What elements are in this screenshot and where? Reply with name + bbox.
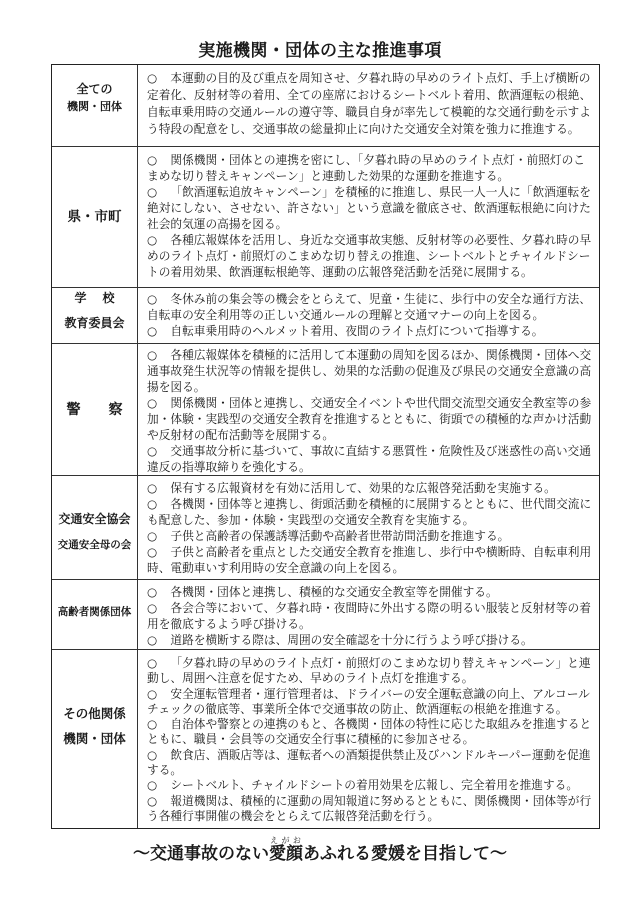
item-text: 子供と高齢者の保護誘導活動や高齢者世帯訪問活動を推進する。 xyxy=(170,529,510,543)
row-label-line: 学 校 xyxy=(74,291,117,305)
item-text: 各種広報媒体を積極的に活用して本運動の周知を図るほか、関係機関・団体へ交通事故発生状況等の情報を提供し、効果的な活動の促進及び県民の交通安全意識の高揚を図る。 xyxy=(147,348,592,394)
list-item xyxy=(147,496,596,528)
list-item xyxy=(147,632,596,648)
row-content xyxy=(138,476,599,579)
row-label xyxy=(52,65,138,146)
page-title: 実施機関・団体の主な推進事項 xyxy=(198,41,442,61)
row-label xyxy=(52,476,138,579)
bullet-mark: ○ xyxy=(147,656,158,670)
footer-slogan xyxy=(0,836,640,870)
list-item xyxy=(147,347,596,395)
bullet-mark: ○ xyxy=(147,529,158,543)
table-row xyxy=(52,343,599,475)
bullet-mark: ○ xyxy=(147,233,158,247)
list-item xyxy=(147,395,596,443)
slogan-text-start: 〜交通事故のない xyxy=(133,844,269,864)
list-item xyxy=(147,717,596,748)
list-item xyxy=(147,291,596,323)
bullet-mark: ○ xyxy=(147,324,158,338)
row-content xyxy=(138,650,599,828)
table-row xyxy=(52,65,599,146)
item-text: 道路を横断する際は、周囲の安全確認を十分に行うよう呼び掛ける。 xyxy=(170,633,533,647)
table-row xyxy=(52,475,599,579)
list-item xyxy=(147,748,596,779)
row-label-line: 教育委員会 xyxy=(64,316,125,330)
list-item xyxy=(147,687,596,718)
bullet-mark: ○ xyxy=(147,396,158,410)
bullet-mark: ○ xyxy=(147,793,158,808)
bullet-mark: ○ xyxy=(147,153,158,167)
row-label-line: 交通安全母の会 xyxy=(57,538,132,551)
list-item xyxy=(147,656,596,687)
list-item xyxy=(147,528,596,544)
bullet-mark: ○ xyxy=(147,585,158,599)
slogan-text-end: あふれる愛媛を目指して〜 xyxy=(303,844,507,864)
row-label xyxy=(52,344,138,475)
bullet-mark: ○ xyxy=(147,497,158,511)
list-item xyxy=(147,584,596,600)
row-content xyxy=(138,288,599,343)
list-item xyxy=(147,152,596,184)
bullet-mark: ○ xyxy=(147,185,158,199)
item-text: 自治体や警察との連携のもと、各機関・団体の特性に応じた取組みを推進するとともに、職員・会員等の交通安全行事に積極的に参加させる。 xyxy=(147,717,592,747)
bullet-mark: ○ xyxy=(147,481,158,495)
item-text: 各機関・団体と連携し、積極的な交通安全教室等を開催する。 xyxy=(170,585,498,599)
list-item xyxy=(147,600,596,632)
bullet-mark: ○ xyxy=(147,633,158,647)
row-label xyxy=(52,650,138,828)
bullet-mark: ○ xyxy=(147,348,158,362)
list-item xyxy=(147,323,596,339)
item-text: 各種広報媒体を活用し、身近な交通事故実態、反射材等の必要性、夕暮れ時の早めのライト点灯・前照灯のこまめな切り替えの推進、シートベルトとチャイルドシートの着用効果、飲酒運転根絶等、運動の広報啓発活動を活発に展開する。 xyxy=(147,233,592,279)
item-text: 関係機関・団体と連携し、交通安全イベントや世代間交流型交通安全教室等の参加・体験・実践型の交通安全教育を推進するとともに、街頭での積極的な声かけ活動や反射材の配布活動等を展開する。 xyxy=(147,396,592,442)
table-row xyxy=(52,579,599,649)
bullet-mark: ○ xyxy=(147,717,158,732)
item-text: シートベルト、チャイルドシートの着用効果を広報し、完全着用を推進する。 xyxy=(170,778,579,793)
row-label-line: 県・市町 xyxy=(67,209,122,225)
item-text: 自転車乗用時のヘルメット着用、夜間のライト点灯について指導する。 xyxy=(170,324,544,338)
item-text: 交通事故分析に基づいて、事故に直結する悪質性・危険性及び迷惑性の高い交通違反の指導取締りを強化する。 xyxy=(147,444,591,474)
item-text: 各機関・団体等と連携し、街頭活動を積極的に展開するとともに、世代間交流にも配意した、参加・体験・実践型の交通安全教育を実施する。 xyxy=(147,497,592,527)
table-row xyxy=(52,287,599,343)
row-content xyxy=(138,65,599,146)
row-label-line: 警 察 xyxy=(66,401,130,418)
list-item xyxy=(147,480,596,496)
row-content xyxy=(138,580,599,649)
item-text: 飲食店、酒販店等は、運転者への酒類提供禁止及びハンドルキーパー運動を促進する。 xyxy=(147,747,591,778)
item-text: 各会合等において、夕暮れ時・夜間時に外出する際の明るい服装と反射材等の着用を徹底するよう呼び掛ける。 xyxy=(147,601,591,631)
bullet-mark: ○ xyxy=(147,71,158,85)
row-label-line: 高齢者関係団体 xyxy=(57,605,132,618)
list-item xyxy=(147,544,596,576)
list-item xyxy=(147,778,596,793)
bullet-mark: ○ xyxy=(147,444,158,458)
list-item xyxy=(147,232,596,280)
row-label xyxy=(52,580,138,649)
row-label xyxy=(52,288,138,343)
row-label-line: 機関・団体 xyxy=(67,99,122,113)
ruby-base: 愛顔 xyxy=(269,844,303,864)
item-text: 冬休み前の集会等の機会をとらえて、児童・生徒に、歩行中の安全な通行方法、自転車の安全利用等の正しい交通ルールの理解と交通マナーの向上を図る。 xyxy=(147,292,591,322)
table-row xyxy=(52,146,599,287)
item-text: 「飲酒運転追放キャンペーン」を積極的に推進し、県民一人一人に「飲酒運転を絶対にしない、させない、許さない」という意識を徹底させ、飲酒運転根絶に向けた社会的気運の高揚を図る。 xyxy=(147,185,591,231)
list-item xyxy=(147,184,596,232)
slogan-ruby-word xyxy=(269,836,303,864)
row-label-line: 全ての xyxy=(76,81,113,96)
item-text: 安全運転管理者・運行管理者は、ドライバーの安全運転意識の向上、アルコールチェックの徹底等、事業所全体で交通事故の防止、飲酒運転の根絶を推進する。 xyxy=(147,686,590,716)
row-label-line: その他関係 xyxy=(63,706,126,721)
measures-table xyxy=(51,64,600,829)
bullet-mark: ○ xyxy=(147,778,158,793)
row-label-line: 機関・団体 xyxy=(63,731,126,746)
item-text: 報道機関は、積極的に運動の周知報道に努めるとともに、関係機関・団体等が行う各種行事開催の機会をとらえて広報啓発活動を行う。 xyxy=(147,793,592,823)
list-item xyxy=(147,443,596,475)
row-label xyxy=(52,147,138,287)
list-item xyxy=(147,794,596,825)
item-text: 子供と高齢者を重点とした交通安全教育を推進し、歩行中や横断時、自転車利用時、電動車いす利用時の安全意識の向上を図る。 xyxy=(147,545,592,575)
item-text: 関係機関・団体との連携を密にし、「夕暮れ時の早めのライト点灯・前照灯のこまめな切り替えキャンペーン」と連動した効果的な運動を推進する。 xyxy=(147,153,585,183)
item-text: 保有する広報資材を有効に活用して、効果的な広報啓発活動を実施する。 xyxy=(170,481,556,495)
row-content xyxy=(138,147,599,287)
bullet-mark: ○ xyxy=(147,292,158,306)
row-label-line: 交通安全協会 xyxy=(58,511,131,526)
bullet-mark: ○ xyxy=(147,601,158,615)
ruby-reading: えがお xyxy=(269,836,303,845)
item-text: 「夕暮れ時の早めのライト点灯・前照灯のこまめな切り替えキャンペーン」と連動し、周囲へ注意を促すため、早めのライト点灯を推進する。 xyxy=(147,656,591,686)
row-content xyxy=(138,344,599,475)
table-row xyxy=(52,649,599,828)
bullet-mark: ○ xyxy=(147,686,158,701)
list-item xyxy=(147,70,596,138)
bullet-mark: ○ xyxy=(147,545,158,559)
item-text: 本運動の目的及び重点を周知させ、夕暮れ時の早めのライト点灯、手上げ横断の定着化、反射材等の着用、全ての座席におけるシートベルト着用、飲酒運転の根絶、自転車乗用時の交通ルールの遵守等、職員自身が率先して模範的な交通行動を示すよう特段の配意をし、交通事故の総量抑止に向けた交通安全対策を強力に推進する。 xyxy=(147,71,592,136)
bullet-mark: ○ xyxy=(147,747,158,762)
